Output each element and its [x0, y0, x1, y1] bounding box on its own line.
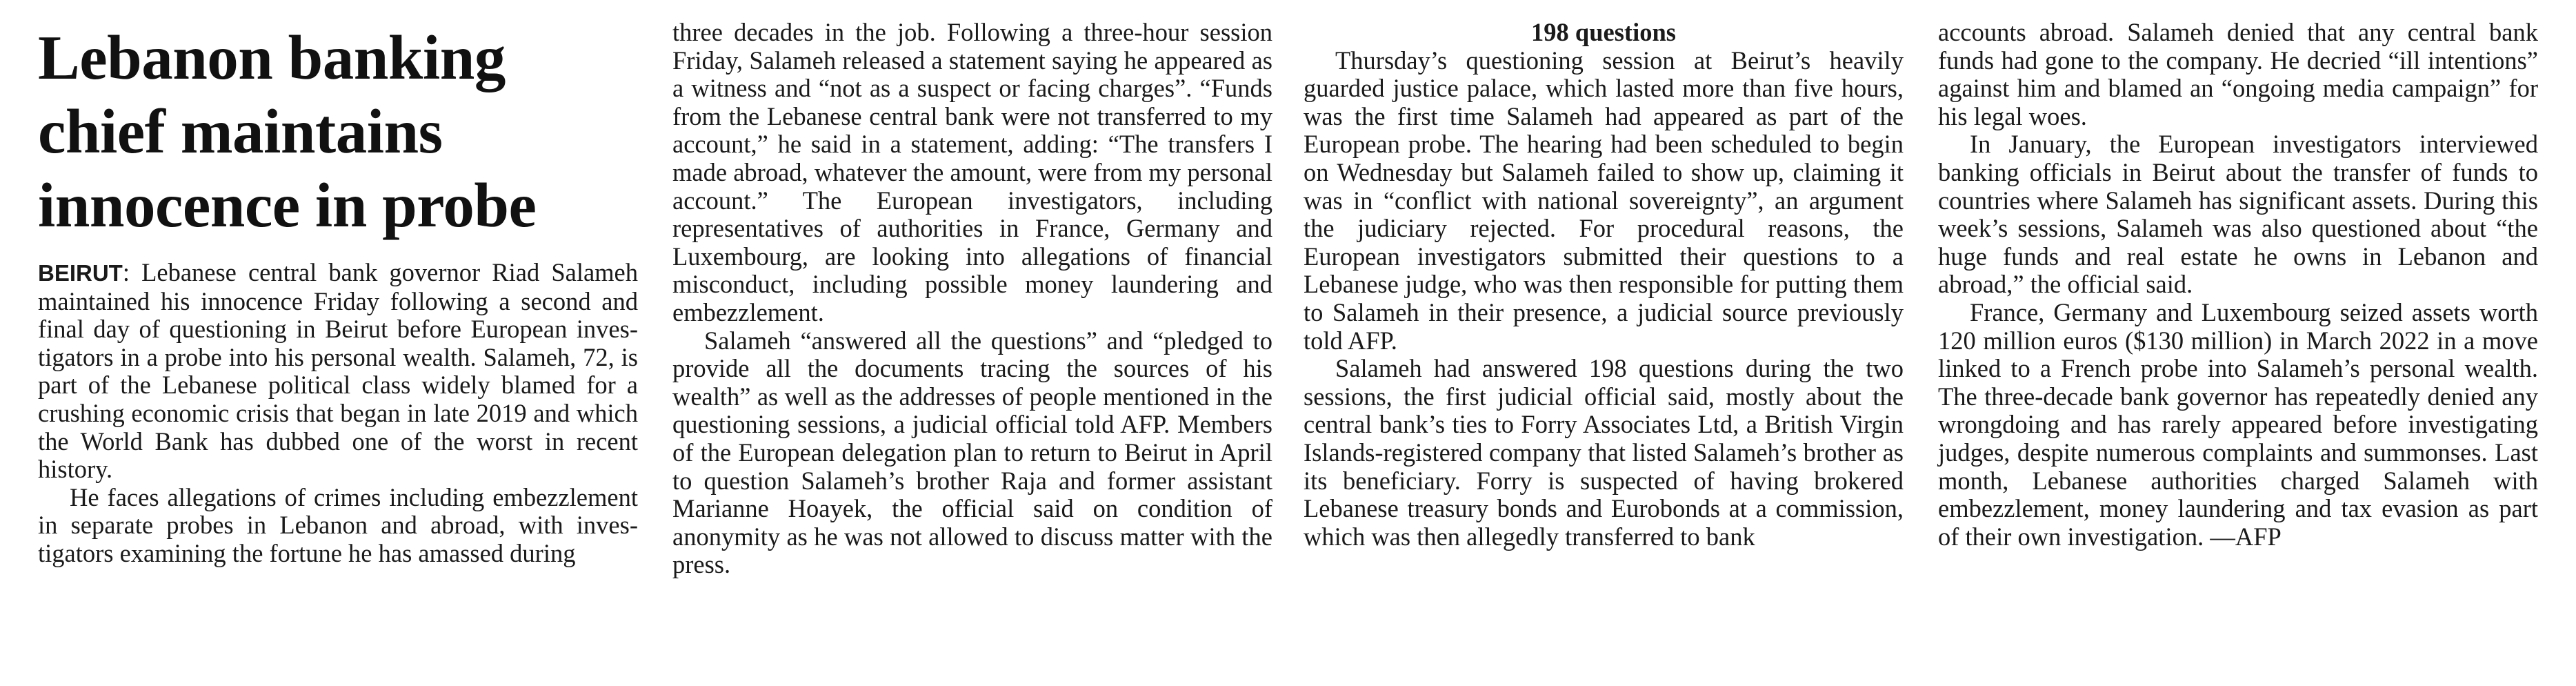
- paragraph-seized-assets: France, Germany and Luxembourg seized assets worth 120 million euros ($130 million) in March 2022 in a move linked to a French probe into Salameh’s personal wealth. The three-decade bank governor has repeatedly denied any wrongdoing and has rarely appeared before investigating judges, despite numerous complaints and summonses. Last month, Lebanese authorities charged Salameh with embezzlement, money laundering and tax evasion as part of their own investigation. —AFP: [1938, 297, 2538, 551]
- paragraph-198-questions-continued: accounts abroad. Salameh denied that any central bank funds had gone to the company. He decried “ill intentions” against him and blamed an “ongoing media campaign” for his legal woes.: [1938, 18, 2538, 130]
- article-column-4: [1938, 19, 2538, 551]
- headline-line-1: Lebanon banking: [38, 23, 506, 92]
- lead-text: : Lebanese central bank governor Riad Salameh maintained his innocence Friday following a second and final day of questioning in Beirut before European investigators in a probe into his personal wealth. Salameh, 72, is part of the Lebanese political class widely blamed for a crushing economic crisis that began in late 2019 and which the World Bank has dubbed one of the worst in recent history.: [38, 258, 638, 484]
- paragraph-session: Thursday’s questioning session at Beirut’s heavily guarded justice palace, which lasted more than five hours, was the first time Salameh had appeared as part of the European probe. The hearing had been scheduled to begin on Wednesday but Salameh failed to show up, claiming it was in “conflict with national sovereignty”, an argument the judiciary rejected. For procedural reasons, the European investigators submitted their questions to a Lebanese judge, who was then responsible for putting them to Salameh in their presence, a judicial source previously told AFP.: [1304, 46, 1904, 355]
- article-column-1: [38, 21, 638, 568]
- paragraph-questions: Salameh “answered all the questions” and “pledged to provide all the documents tracing the sources of his wealth” as well as the addresses of people mentioned in the questioning sessions, a judicial official told AFP. Members of the European delegation plan to return to Beirut in April to question Salameh’s brother Raja and former assistant Marianne Hoayek, the official said on condition of anonymity as he was not allowed to discuss matter with the press.: [672, 326, 1272, 579]
- section-subhead: 198 questions: [1531, 18, 1676, 46]
- headline-line-2: chief maintains: [38, 97, 443, 166]
- paragraph-allegations: three decades in the job. Following a three-hour session Friday, Salameh released a statement saying he appeared as a witness and “not as a suspect or facing charges”. “Funds from the Lebanese central bank were not transferred to my account,” he said in a statement, adding: “The transfers I made abroad, whatever the amount, were from my personal account.” The European investigators, including representatives of authorities in France, Germany and Luxembourg, are looking into allegations of financial misconduct, including possible money laundering and embezzlement.: [672, 18, 1272, 326]
- paragraph-january: In January, the European investigators interviewed banking officials in Beirut about the transfer of funds to countries where Salameh has significant assets. During this week’s sessions, Salameh was also questioned about “the huge funds and real estate he owns in Lebanon and abroad,” the official said.: [1938, 130, 2538, 299]
- article-column-3: [1304, 19, 1904, 551]
- lead-paragraph: [38, 259, 638, 484]
- dateline: BEIRUT: [38, 260, 123, 286]
- article-headline: [38, 21, 638, 242]
- paragraph-allegations-start: He faces allegations of crimes including embezzlement in separate probes in Lebanon and abroad, with investigators examining the fortune he has amassed during: [38, 482, 638, 567]
- article-column-2: [672, 19, 1272, 579]
- headline-line-3: innocence in probe: [38, 170, 537, 240]
- paragraph-198-questions: Salameh had answered 198 questions during the two sessions, the first judicial official said, mostly about the central bank’s ties to Forry Associates Ltd, a British Virgin Islands-registered company that listed Salameh’s brother as its beneficiary. Forry is suspected of having brokered Lebanese treasury bonds and Eurobonds at a commission, which was then allegedly transferred to bank: [1304, 354, 1904, 551]
